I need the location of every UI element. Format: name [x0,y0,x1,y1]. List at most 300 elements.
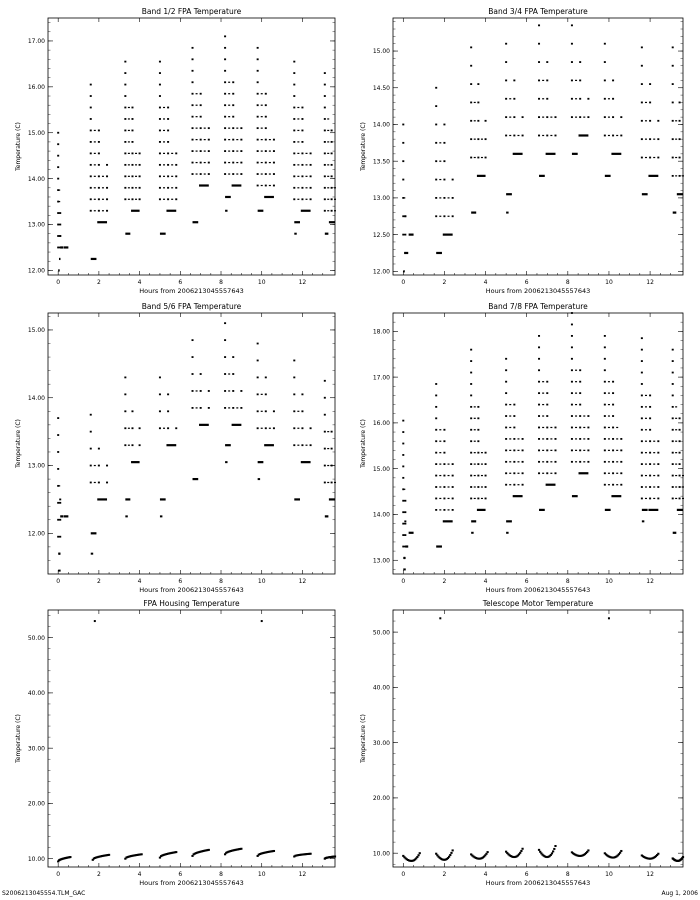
data-point [192,116,194,118]
data-point [645,486,647,487]
data-points [402,617,684,862]
data-point [324,130,326,132]
data-point [579,61,581,63]
data-point [612,80,614,82]
data-point [167,107,169,109]
data-point [94,130,96,131]
data-point [208,139,210,141]
data-point [329,221,335,223]
x-axis-label: Hours from 2006213045557643 [139,586,244,594]
data-point [327,130,329,131]
data-point [679,452,681,454]
data-point [175,187,177,189]
data-point [620,850,622,852]
data-point [443,179,445,181]
data-point [653,464,655,465]
data-point [228,105,230,106]
data-point [641,120,643,122]
data-point [135,153,137,154]
data-point [672,429,674,431]
data-point [404,215,406,217]
data-point [649,463,651,465]
data-point [293,61,295,63]
data-point [293,187,295,189]
data-point [616,461,618,462]
data-point [505,415,507,417]
data-point [331,465,333,467]
data-point [163,176,165,177]
data-point [167,198,169,200]
data-point [546,438,548,440]
data-point [679,440,681,442]
data-point [404,523,406,525]
data-point [443,142,445,144]
data-point [128,107,130,108]
data-point [645,418,647,419]
data-point [551,852,553,854]
data-point [505,135,507,137]
data-point [452,197,454,199]
data-point [59,519,61,521]
data-point [261,173,263,174]
data-point [224,150,226,152]
data-point [297,118,299,119]
data-point [167,410,169,412]
data-point [224,35,226,37]
data-point [520,850,522,852]
data-point [675,475,677,476]
data-point [682,856,684,858]
data-point [435,475,437,477]
data-point [257,173,259,175]
data-point [583,415,585,416]
data-point [435,486,437,488]
data-point [196,150,198,151]
data-point [261,128,263,129]
data-point [200,390,202,392]
data-point [546,381,548,383]
data-point [470,406,472,408]
data-point [575,80,577,81]
data-point [273,139,275,141]
data-point [505,381,507,383]
data-point [327,118,329,119]
data-point [587,849,589,851]
data-point [620,438,622,440]
data-point [57,451,59,453]
data-point [128,428,130,429]
data-point [572,495,578,497]
data-point [471,532,473,534]
x-tick-label: 0 [401,279,406,286]
data-point [608,393,610,394]
data-point [257,393,259,395]
data-point [167,393,169,395]
data-point [579,381,581,383]
data-point [575,393,577,394]
data-point [402,179,404,181]
data-point [405,545,408,547]
data-point [228,390,230,391]
data-point [204,150,206,151]
data-point [90,175,92,177]
data-point [443,124,445,126]
data-point [160,498,166,500]
data-point [192,390,194,392]
data-point [171,164,173,165]
y-tick-label: 40.00 [372,684,390,692]
data-point [571,24,573,26]
data-point [404,534,406,536]
data-point [240,390,242,392]
chart-panel [360,599,684,887]
data-point [435,142,437,144]
data-point [657,157,659,159]
data-point [90,107,92,109]
data-point [334,210,336,211]
data-point [649,475,651,477]
data-point [612,461,614,463]
y-axis-label: Temperature (C) [15,419,22,468]
data-point [167,152,169,154]
data-point [611,495,621,497]
x-tick-label: 0 [56,578,61,585]
data-point [257,127,259,129]
data-point [653,139,655,140]
x-tick-label: 4 [137,578,142,585]
data-point [587,98,589,100]
data-point [571,324,573,326]
data-point [505,61,507,63]
data-point [124,130,126,132]
data-point [265,410,267,412]
data-point [538,358,540,360]
x-tick-label: 12 [298,578,307,585]
data-point [538,427,540,429]
x-tick-label: 2 [96,578,101,585]
data-point [57,468,59,470]
data-point [641,406,643,408]
data-point [506,532,508,534]
data-point [470,120,472,122]
data-point [208,127,210,129]
data-point [236,139,238,140]
data-point [58,189,60,190]
data-point [509,484,511,485]
data-point [439,452,441,453]
data-point [310,187,312,189]
data-point [653,475,655,476]
data-point [485,498,487,500]
data-point [264,196,274,198]
data-point [672,463,674,465]
data-point [324,107,326,109]
data-point [657,440,659,442]
data-point [679,417,681,419]
data-point [439,509,441,510]
data-point [505,358,507,360]
data-point [224,70,226,72]
data-point [452,498,454,500]
chart-panel [15,7,336,295]
chart-title: FPA Housing Temperature [143,599,240,608]
x-tick-label: 10 [605,871,613,878]
data-point [485,475,487,477]
data-point [232,104,234,106]
data-point [324,152,326,154]
data-point [128,164,130,165]
data-point [542,473,544,474]
x-tick-label: 8 [565,871,570,878]
data-point [448,856,450,858]
data-point [675,406,677,407]
data-point [439,142,441,143]
y-tick-label: 13.00 [27,221,45,229]
data-point [657,486,659,488]
data-point [645,429,647,430]
data-point [232,356,234,358]
data-point [269,428,271,429]
data-point [273,850,275,852]
data-point [579,404,581,406]
data-point [616,427,618,428]
data-point [240,150,242,152]
data-point [327,164,329,165]
data-point [435,417,437,419]
data-point [604,404,606,406]
data-point [192,70,194,72]
data-point [470,157,472,159]
data-point [257,47,259,49]
data-point [439,161,441,162]
data-point [477,406,479,408]
data-point [257,93,259,95]
data-point [163,141,165,142]
data-point [131,107,133,109]
data-point [403,197,405,198]
data-point [572,153,578,155]
data-point [672,486,674,488]
data-point [167,427,169,429]
data-point [224,356,226,358]
data-point [653,441,655,442]
data-point [327,141,329,142]
y-tick-label: 10.00 [372,850,390,858]
chart-title: Band 1/2 FPA Temperature [141,7,242,16]
data-point [327,199,329,200]
data-point [679,429,681,431]
data-point [232,173,234,175]
data-point [542,98,544,99]
data-point [163,130,165,131]
data-point [612,392,614,394]
data-point [474,418,476,419]
data-point [90,130,92,132]
data-point [90,164,92,166]
data-point [91,532,97,534]
y-tick-label: 16.00 [27,84,45,92]
data-point [94,141,96,142]
data-point [301,187,303,189]
data-point [404,511,406,513]
data-point [506,212,508,214]
plot-frame [393,18,683,275]
data-point [192,173,194,175]
x-tick-label: 12 [298,871,307,878]
data-point [435,406,437,408]
data-point [679,475,681,477]
data-point [550,438,552,439]
data-point [90,465,92,467]
data-point [301,393,303,395]
data-point [435,463,437,465]
data-point [448,509,450,510]
data-point [306,445,308,446]
data-point [90,198,92,200]
y-axis-label: Temperature (C) [15,714,22,763]
data-point [673,532,677,534]
data-point [324,448,326,450]
data-point [675,441,677,442]
y-tick-label: 20.00 [372,795,390,803]
data-point [550,461,552,462]
data-point [297,428,299,429]
data-point [159,152,161,154]
data-point [94,164,96,165]
data-point [653,486,655,487]
plot-frame [48,18,335,275]
data-point [293,164,295,166]
data-point [261,150,263,151]
data-point [571,392,573,394]
data-point [258,461,264,463]
data-point [608,617,610,619]
data-point [334,482,336,483]
data-point [192,93,194,95]
x-tick-label: 0 [401,578,406,585]
data-point [94,482,96,483]
data-point [297,187,299,188]
y-tick-label: 13.00 [372,557,390,565]
data-point [131,410,133,412]
data-point [58,485,60,486]
data-point [124,187,126,189]
data-point [470,440,472,442]
data-point [608,381,610,382]
data-point [517,438,519,439]
data-point [98,152,100,154]
data-point [583,450,585,451]
y-tick-label: 14.00 [372,121,390,129]
data-point [402,431,404,433]
data-point [131,152,133,154]
x-tick-label: 4 [483,279,488,286]
data-point [672,498,674,500]
data-point [653,498,655,499]
data-point [199,424,209,426]
data-point [269,162,271,163]
data-point [435,87,437,89]
data-point [90,482,92,484]
data-point [261,185,263,186]
data-point [228,128,230,129]
data-point [228,373,230,374]
data-point [225,461,227,463]
data-point [604,98,606,100]
data-point [208,162,210,164]
data-point [106,164,108,166]
data-point [579,427,581,429]
data-point [409,234,414,236]
data-point [675,139,677,140]
data-point [224,162,226,164]
chart-title: Telescope Motor Temperature [482,599,594,608]
data-point [269,173,271,174]
data-point [402,124,404,126]
data-point [675,452,677,453]
data-point [477,429,479,431]
x-tick-label: 2 [96,871,101,878]
data-point [167,164,169,166]
data-point [192,127,194,129]
data-point [470,383,472,385]
data-point [522,116,524,118]
data-point [435,395,437,397]
data-point [128,445,130,446]
data-point [672,475,674,477]
data-point [517,135,519,136]
data-point [474,486,476,487]
data-point [297,130,299,131]
data-point [679,138,681,140]
x-tick-label: 10 [605,279,613,286]
x-tick-label: 2 [442,578,447,585]
data-point [505,369,507,371]
data-point [513,135,515,137]
data-point [63,515,68,517]
data-point [448,475,450,476]
data-point [310,152,312,154]
data-point [192,373,194,375]
data-point [131,444,133,446]
data-point [293,72,295,74]
data-point [131,130,133,132]
data-point [571,312,573,314]
data-point [159,377,161,379]
data-point [324,210,326,212]
data-point [90,448,92,450]
data-point [509,461,511,462]
data-point [542,117,544,118]
data-point [677,509,683,511]
data-point [452,509,454,511]
data-point [641,475,643,477]
data-point [124,377,126,379]
data-point [554,845,556,847]
data-point [470,138,472,140]
data-point [571,358,573,360]
data-point [334,855,336,857]
data-point [474,452,476,453]
data-point [124,72,126,74]
data-point [649,406,651,408]
data-point [653,452,655,453]
data-point [477,120,479,122]
data-point [509,98,511,99]
data-point [575,98,577,99]
data-point [324,465,326,467]
data-point [649,138,651,140]
